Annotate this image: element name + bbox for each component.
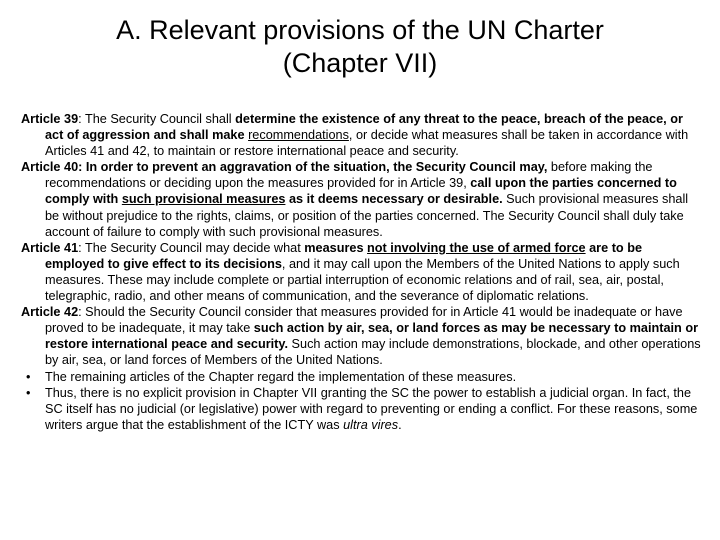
bullet-item-2-end: . [398,417,402,432]
article-40-bold-2: call upon the parties concerned to comply with [45,176,677,207]
bullet-icon: • [26,385,31,400]
article-40-paragraph [21,159,701,239]
article-41-underlined: not involving the use of armed force [367,240,586,255]
article-40-label: Article 40 [21,160,79,175]
slide-title-line-1: A. Relevant provisions of the UN Charter [116,15,604,45]
article-41-bold-1: measures [304,240,368,255]
bullet-icon: • [26,369,31,384]
bullet-item-2-text: Thus, there is no explicit provision in Chapter VII granting the SC the power to establish a judicial organ. In fact, the SC itself has no judicial (or legislative) power with regard to preventing or ending a conflict. For these reasons, some writers argue that the establishment of the ICTY was [45,385,698,432]
article-40-text-2: Such provisional measures shall be without prejudice to the rights, claims, or position of the parties concerned. The Security Council shall duly take account of failure to comply with such provisional measures. [45,192,689,239]
article-42-paragraph [21,304,701,368]
article-39-underlined: recommendations [248,128,349,143]
article-42-text-1: : Should the Security Council consider that measures provided for in Article 41 would be inadequate or have proved to be inadequate, it may take [45,305,683,336]
article-40-underlined: such provisional measures [121,192,286,207]
article-41-label: Article 41 [21,240,79,255]
article-42-label: Article 42 [21,305,79,320]
article-39-text-2: , or decide what measures shall be taken in accordance with Articles 41 and 42, to maintain or restore international peace and security. [45,128,689,159]
article-39-paragraph [21,111,701,159]
article-40-bold-3: as it deems necessary or desirable. [285,192,503,207]
article-39-label: Article 39 [21,112,79,126]
article-40-bold-1: : In order to prevent an aggravation of the situation, the Security Council may, [78,160,548,175]
bullet-item-1-text: The remaining articles of the Chapter regard the implementation of these measures. [45,369,517,384]
bullet-item-2-italic: ultra vires [343,417,399,432]
article-42-bold-1: such action by air, sea, or land forces as may be necessary to maintain or restore international peace and security. [45,321,699,352]
article-41-bold-2: are to be employed to give effect to its decisions [45,240,642,271]
article-41-text-2: , and it may call upon the Members of the United Nations to apply such measures. These may include complete or partial interruption of economic relations and of rail, sea, air, postal, telegraphic, radio, and other means of communication, and the severance of diplomatic relations. [45,256,680,304]
slide-title [0,14,720,80]
article-40-text-1: before making the recommendations or deciding upon the measures provided for in Article 39, [45,160,653,191]
article-42-text-2: Such action may include demonstrations, blockade, and other operations by air, sea, or land forces of Members of the United Nations. [45,337,701,368]
slide-body [21,111,701,433]
bullet-item-implementation [21,369,701,385]
article-41-text-1: : The Security Council may decide what [78,240,305,255]
article-41-paragraph [21,240,701,304]
slide-title-line-2: (Chapter VII) [282,48,438,78]
bullet-item-ultra-vires [21,385,701,433]
article-39-bold-1: determine the existence of any threat to the peace, breach of the peace, or act of aggression and shall make [45,112,683,143]
article-39-text-1: : The Security Council shall [78,112,236,126]
